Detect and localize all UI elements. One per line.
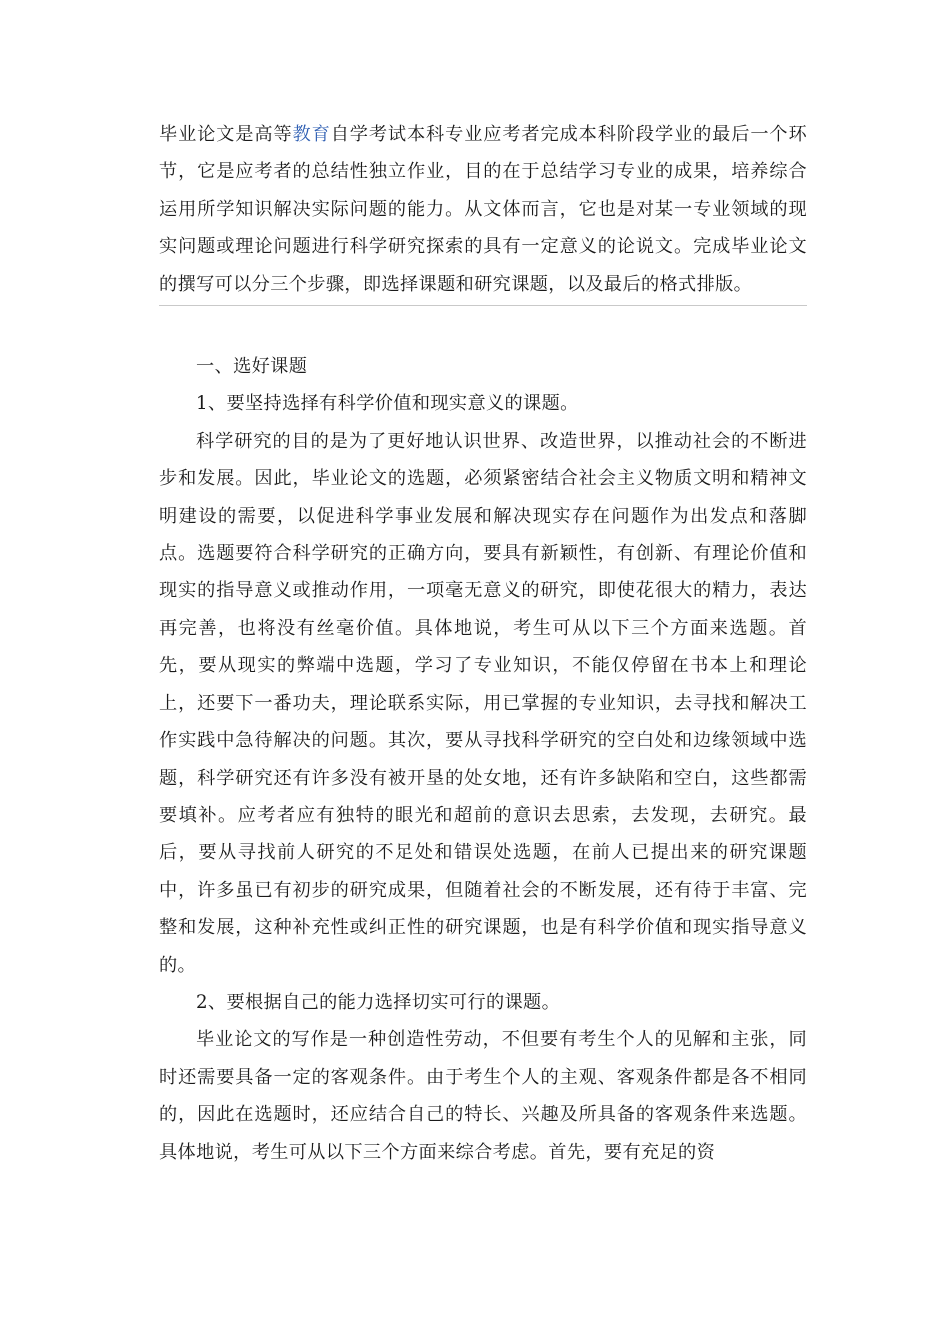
item-1-title: 1、要坚持选择有科学价值和现实意义的课题。 — [196, 393, 579, 415]
intro-paragraph — [159, 116, 807, 303]
education-link[interactable]: 教育 — [292, 124, 331, 145]
item-2-body: 毕业论文的写作是一种创造性劳动，不但要有考生个人的见解和主张，同时还需要具备一定的客观条件。由于考生个人的主观、客观条件都是各不相同的，因此在选题时，还应结合自己的特长、兴趣及所具备的客观条件来选题。具体地说，考生可从以下三个方面来综合考虑。首先，要有充足的资 — [159, 1029, 807, 1163]
item-2-title: 2、要根据自己的能力选择切实可行的课题。 — [196, 991, 561, 1013]
intro-text-rest: 自学考试本科专业应考者完成本科阶段学业的最后一个环节，它是应考者的总结性独立作业，目的在于总结学习专业的成果，培养综合运用所学知识解决实际问题的能力。从文体而言，它也是对某一专业领域的现实问题或理论问题进行科学研究探索的具有一定意义的论说文。完成毕业论文的撰写可以分三个步骤，即选择课题和研究课题，以及最后的格式排版。 — [159, 124, 808, 295]
intro-text-start: 毕业论文是高等 — [159, 124, 293, 145]
section-spacer — [159, 306, 807, 348]
item-1-body: 科学研究的目的是为了更好地认识世界、改造世界，以推动社会的不断进步和发展。因此，毕业论文的选题，必须紧密结合社会主义物质文明和精神文明建设的需要，以促进科学事业发展和解决现实存在问题作为出发点和落脚点。选题要符合科学研究的正确方向，要具有新颖性，有创新、有理论价值和现实的指导意义或推动作用，一项毫无意义的研究，即使花很大的精力，表达再完善，也将没有丝毫价值。具体地说，考生可从以下三个方面来选题。首先，要从现实的弊端中选题，学习了专业知识，不能仅停留在书本上和理论上，还要下一番功夫，理论联系实际，用已掌握的专业知识，去寻找和解决工作实践中急待解决的问题。其次，要从寻找科学研究的空白处和边缘领域中选题，科学研究还有许多没有被开垦的处女地，还有许多缺陷和空白，这些都需要填补。应考者应有独特的眼光和超前的意识去思索，去发现，去研究。最后，要从寻找前人研究的不足处和错误处选题，在前人已提出来的研究课题中，许多虽已有初步的研究成果，但随着社会的不断发展，还有待于丰富、完整和发展，这种补充性或纠正性的研究课题，也是有科学价值和现实指导意义的。 — [159, 430, 807, 976]
section-heading: 一、选好课题 — [196, 356, 308, 378]
document-page — [159, 116, 807, 1171]
